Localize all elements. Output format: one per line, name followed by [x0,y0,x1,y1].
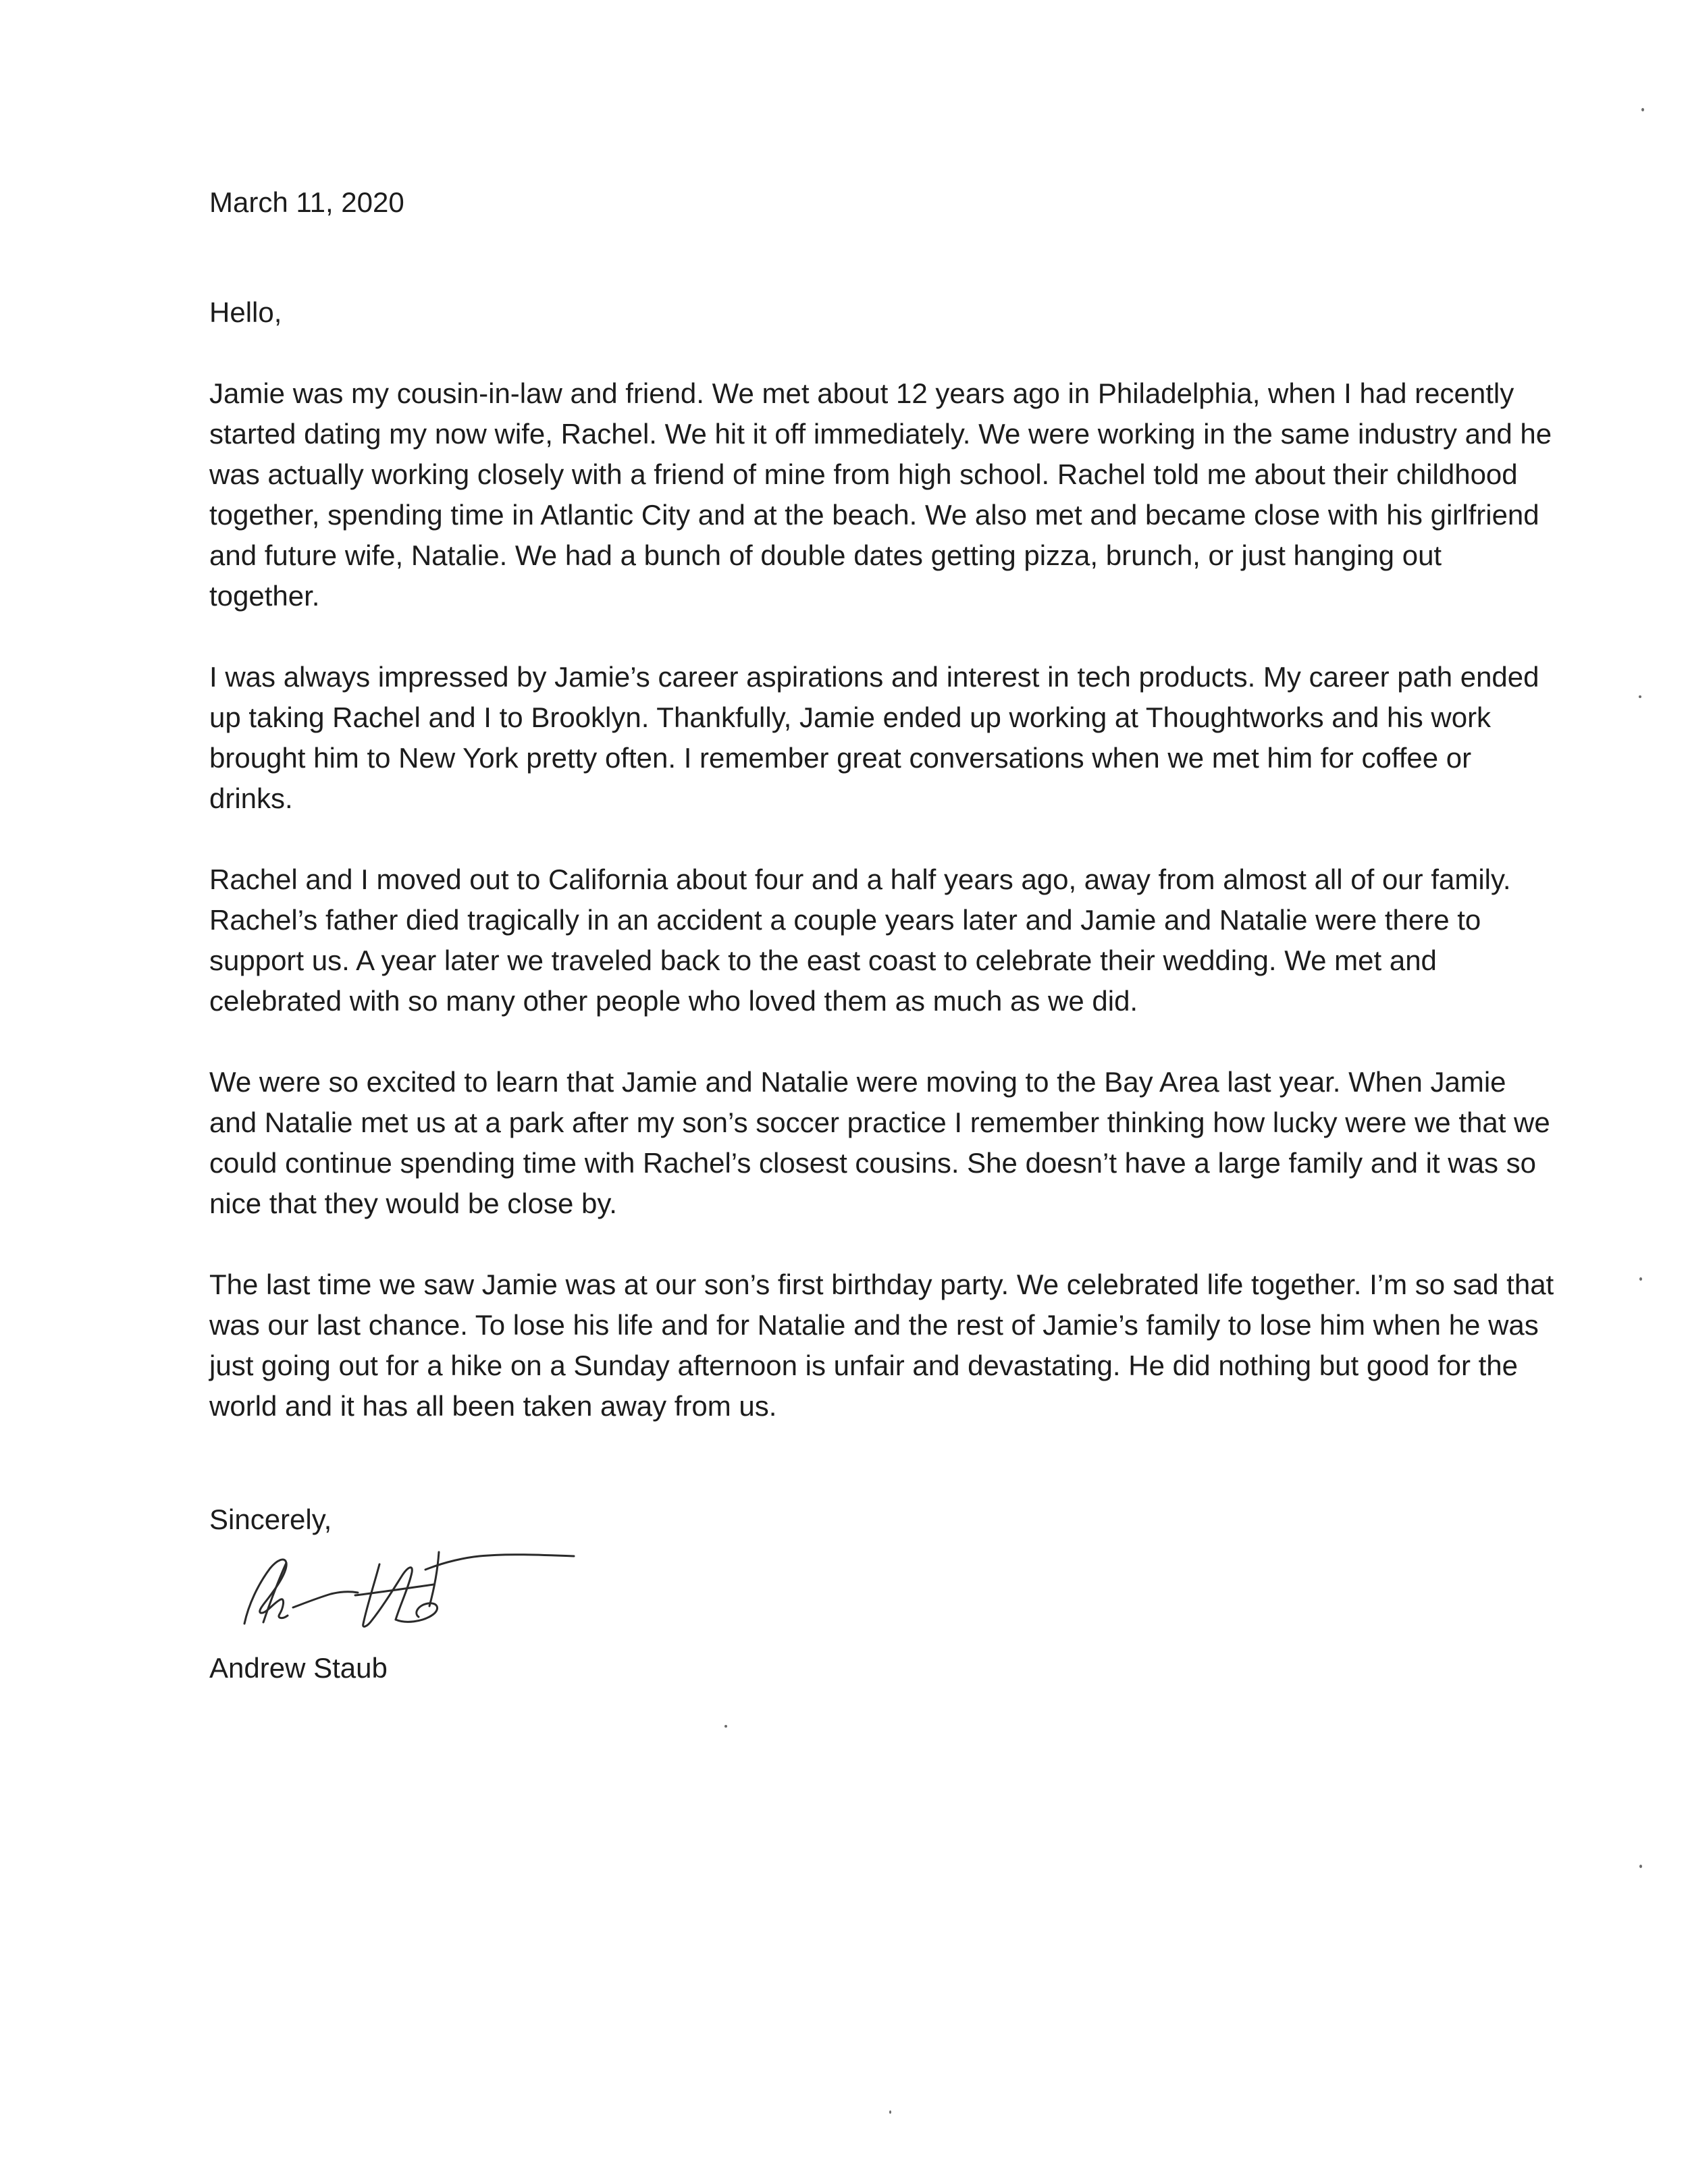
letter-signer-name: Andrew Staub [209,1652,388,1684]
signature-icon [223,1537,601,1639]
letter-date: March 11, 2020 [209,186,404,218]
letter-closing: Sincerely, [209,1503,332,1535]
scan-speck [889,2110,891,2114]
scan-speck [724,1725,727,1728]
letter-body [209,182,1560,1688]
letter-greeting: Hello, [209,296,282,328]
scan-speck [1641,108,1644,111]
scan-speck [1639,695,1641,698]
letter-paragraph: Rachel and I moved out to California about four and a half years ago, away from almost all of our family. Rachel’s father died tragically in an accident a couple years later and Jamie and Natalie were there to support us. A year later we traveled back to the east coast to celebrate their wedding. We met and celebrated with so many other people who loved them as much as we did. [209,863,1511,1017]
letter-paragraph: We were so excited to learn that Jamie and Natalie were moving to the Bay Area last year. When Jamie and Natalie met us at a park after my son’s soccer practice I remember thinking how lucky were we that we could continue spending time with Rachel’s closest cousins. She doesn’t have a large family and it was so nice that they would be close by. [209,1066,1550,1219]
scan-speck [1639,1865,1642,1868]
letter-paragraph: Jamie was my cousin-in-law and friend. We met about 12 years ago in Philadelphia, when I had recently started dating my now wife, Rachel. We hit it off immediately. We were working in the same industry and he was actually working closely with a friend of mine from high school. Rachel told me about their childhood together, spending time in Atlantic City and at the beach. We also met and became close with his girlfriend and future wife, Natalie. We had a bunch of double dates getting pizza, brunch, or just hanging out together. [209,377,1552,612]
scan-speck [1639,1277,1642,1281]
letter-paragraph: The last time we saw Jamie was at our son’s first birthday party. We celebrated life together. I’m so sad that was our last chance. To lose his life and for Natalie and the rest of Jamie’s family to lose him when he was just going out for a hike on a Sunday afternoon is unfair and devastating. He did nothing but good for the world and it has all been taken away from us. [209,1269,1554,1422]
letter-paragraph: I was always impressed by Jamie’s career aspirations and interest in tech products. My career path ended up taking Rachel and I to Brooklyn. Thankfully, Jamie ended up working at Thoughtworks and his work brought him to New York pretty often. I remember great conversations when we met him for coffee or drinks. [209,661,1539,814]
